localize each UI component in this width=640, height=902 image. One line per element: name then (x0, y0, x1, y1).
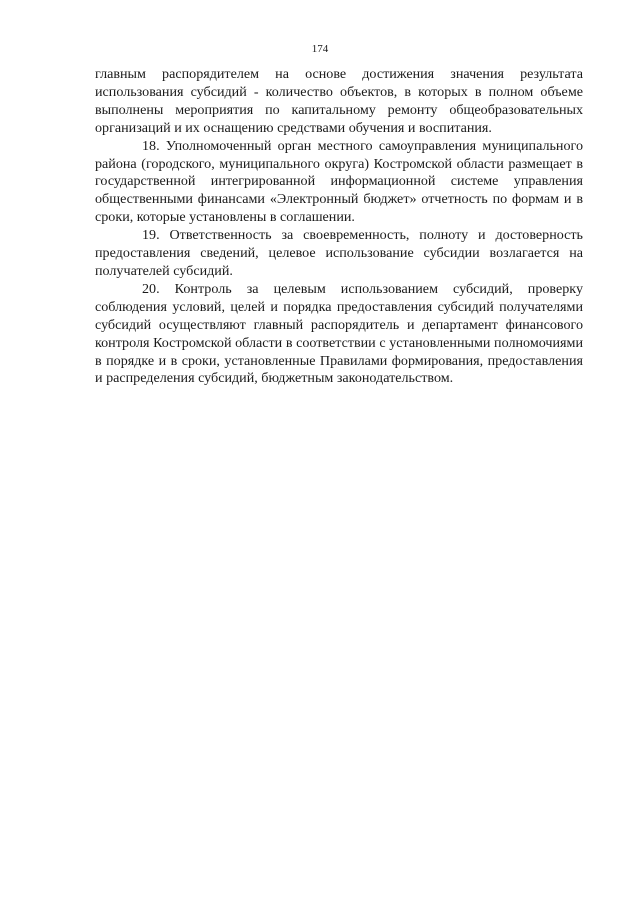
page-number: 174 (311, 43, 329, 55)
paragraph-continuation: главным распорядителем на основе достижения значения результата использования субсидий - количество объектов, в которых в полном объеме выполнены мероприятия по капитальному ремонту общеобразовательных организаций и их оснащению средствами обучения и воспитания. (95, 66, 583, 136)
document-body (95, 66, 583, 388)
paragraph-20: 20. Контроль за целевым использованием субсидий, проверку соблюдения условий, целей и порядка предоставления субсидий получателями субсидий осуществляют главный распорядитель и департамент финансового контроля Костромской области в соответствии с установленными полномочиями в порядке и в сроки, установленные Правилами формирования, предоставления и распределения субсидий, бюджетным законодательством. (95, 280, 583, 387)
paragraph-19: 19. Ответственность за своевременность, полноту и достоверность предоставления сведений, целевое использование субсидии возлагается на получателей субсидий. (95, 227, 583, 279)
paragraph-18: 18. Уполномоченный орган местного самоуправления муниципального района (городского, муниципального округа) Костромской области размещает в государственной интегрированной информационной системе управления общественными финансами «Электронный бюджет» отчетность по формам и в сроки, которые установлены в соглашении. (95, 137, 583, 226)
